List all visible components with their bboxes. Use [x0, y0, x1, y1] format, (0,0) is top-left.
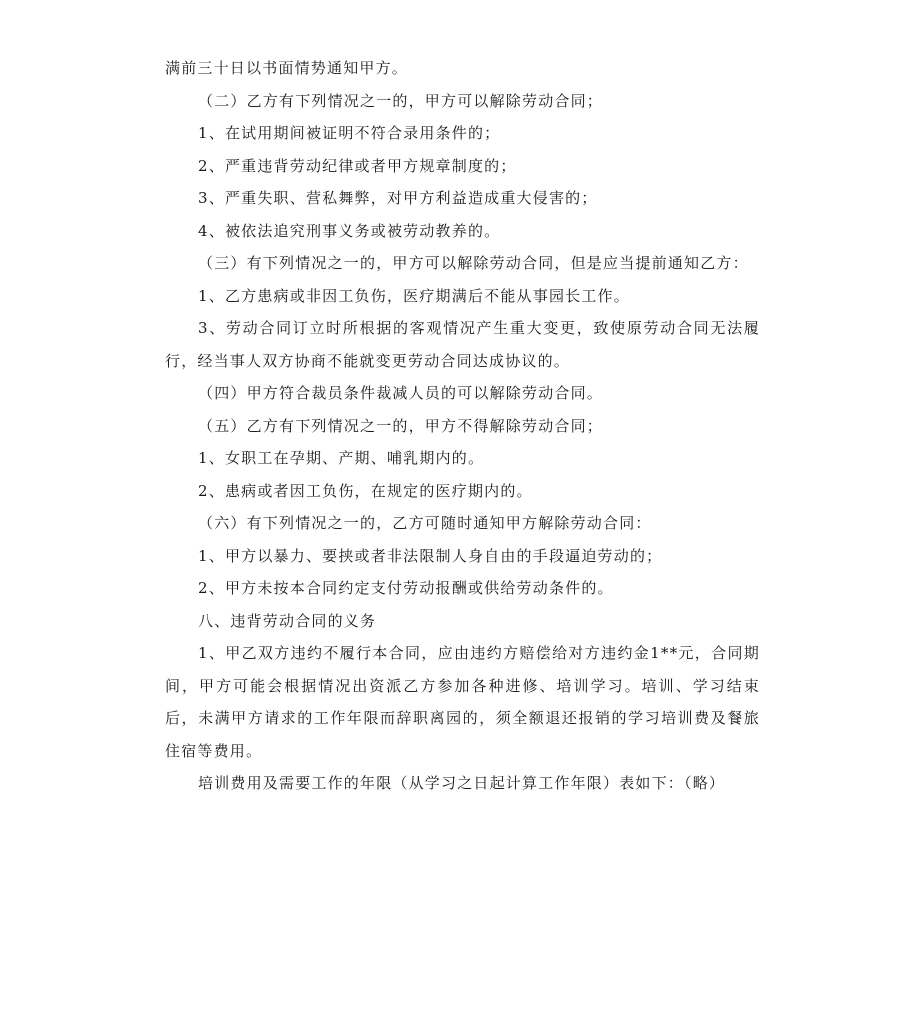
paragraph-item: 3、劳动合同订立时所根据的客观情况产生重大变更，致使原劳动合同无法履行，经当事人双方协商不能就变更劳动合同达成协议的。: [165, 319, 760, 370]
paragraph-item: 2、甲方未按本合同约定支付劳动报酬或供给劳动条件的。: [198, 579, 614, 597]
paragraph-item: 3、严重失职、营私舞弊，对甲方利益造成重大侵害的；: [198, 189, 598, 207]
paragraph-section-5: （五）乙方有下列情况之一的，甲方不得解除劳动合同；: [198, 416, 604, 435]
paragraph-item: 2、患病或者因工负伤，在规定的医疗期内的。: [198, 481, 533, 500]
paragraph-item: 1、女职工在孕期、产期、哺乳期内的。: [198, 449, 485, 467]
section-heading: 八、违背劳动合同的义务: [198, 611, 377, 630]
paragraph-section-6: （六）有下列情况之一的，乙方可随时通知甲方解除劳动合同：: [198, 514, 652, 532]
paragraph-item: 4、被依法追究刑事义务或被劳动教养的。: [198, 221, 501, 240]
paragraph-table-note: 培训费用及需要工作的年限（从学习之日起计算工作年限）表如下：（略）: [198, 774, 726, 792]
paragraph-continuation: 满前三十日以书面情势通知甲方。: [165, 59, 409, 77]
paragraph-section-2: （二）乙方有下列情况之一的，甲方可以解除劳动合同；: [198, 91, 604, 110]
paragraph-item: 1、在试用期间被证明不符合录用条件的；: [198, 124, 501, 142]
paragraph-item: 1、乙方患病或非因工负伤，医疗期满后不能从事园长工作。: [198, 286, 630, 305]
paragraph-item: 2、严重违背劳动纪律或者甲方规章制度的；: [198, 156, 517, 175]
paragraph-section-3: （三）有下列情况之一的，甲方可以解除劳动合同，但是应当提前通知乙方：: [198, 254, 749, 272]
paragraph-item: 1、甲乙双方违约不履行本合同，应由违约方赔偿给对方违约金1**元，合同期间，甲方可能会根据情况出资派乙方参加各种进修、培训学习。培训、学习结束后，未满甲方请求的工作年限而辞职离园的，须全额退还报销的学习培训费及餐旅住宿等费用。: [165, 644, 760, 760]
paragraph-item: 1、甲方以暴力、要挟或者非法限制人身自由的手段逼迫劳动的；: [198, 546, 663, 565]
document-body: [165, 52, 760, 800]
paragraph-section-4: （四）甲方符合裁员条件裁减人员的可以解除劳动合同。: [198, 384, 604, 402]
